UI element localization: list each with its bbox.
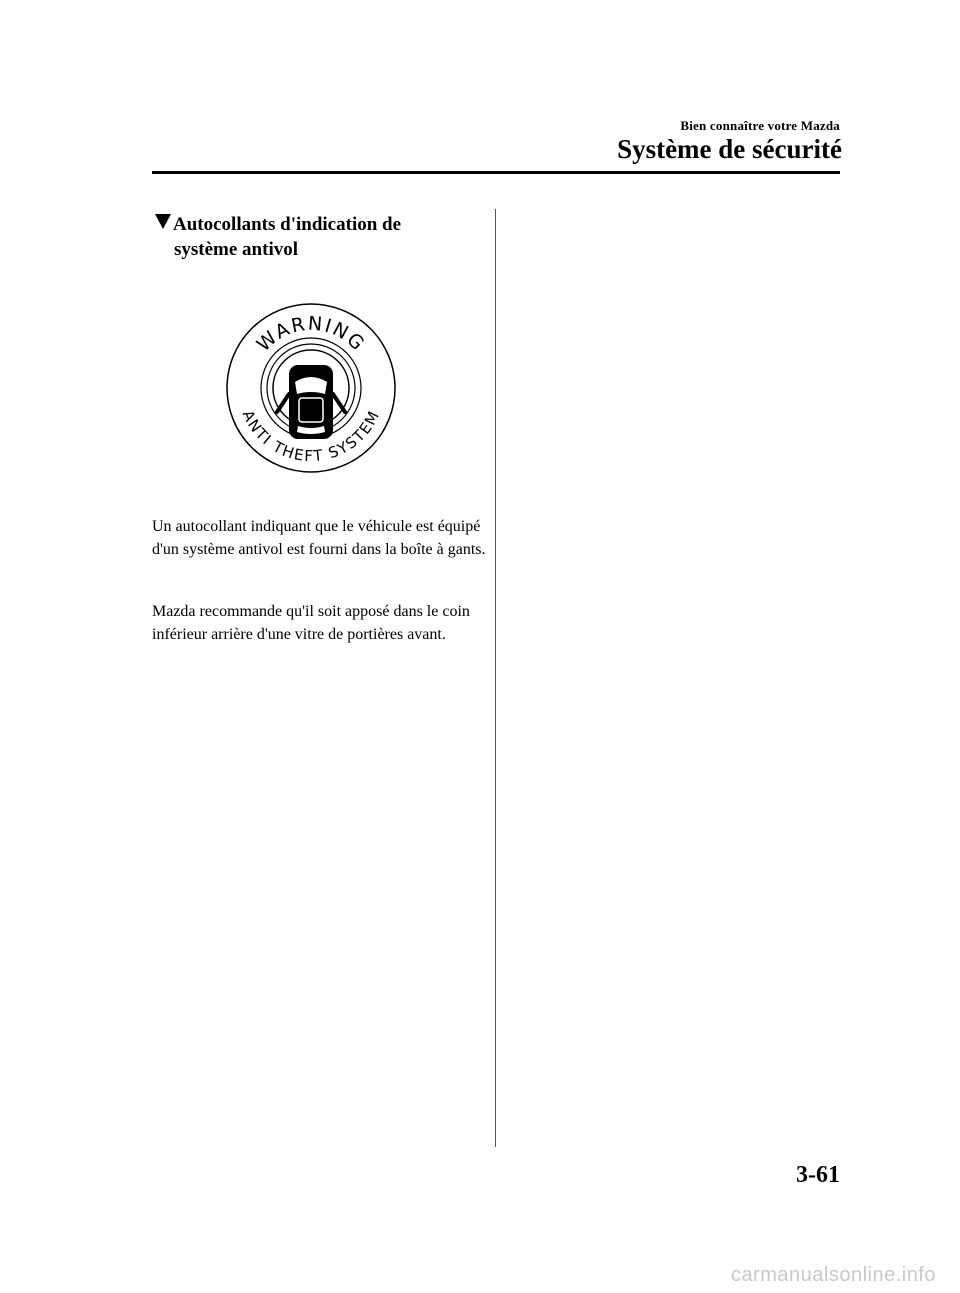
body-paragraph-2: Mazda recommande qu'il soit apposé dans le coin inférieur arrière d'une vitre de portières avant. <box>152 603 470 643</box>
badge-warning-text: WARNING <box>252 312 370 357</box>
page-title: Système de sécurité <box>617 134 842 164</box>
anti-theft-badge <box>225 302 397 474</box>
header-rule <box>152 171 840 174</box>
section-heading <box>155 212 485 262</box>
section-heading-line2: système antivol <box>174 239 299 260</box>
down-triangle-icon <box>155 214 171 229</box>
column-divider <box>495 209 496 1147</box>
header-chapter: Bien connaître votre Mazda <box>680 118 840 133</box>
badge-anti-theft-text: ANTI THEFT SYSTEM <box>238 407 384 466</box>
section-heading-line1: Autocollants d'indication de <box>173 214 402 235</box>
body-paragraph-1: Un autocollant indiquant que le véhicule est équipé d'un système antivol est fourni dans la boîte à gants. <box>152 518 486 558</box>
watermark: carmanualsonline.info <box>730 1264 936 1286</box>
page-number: 3-61 <box>796 1162 840 1188</box>
